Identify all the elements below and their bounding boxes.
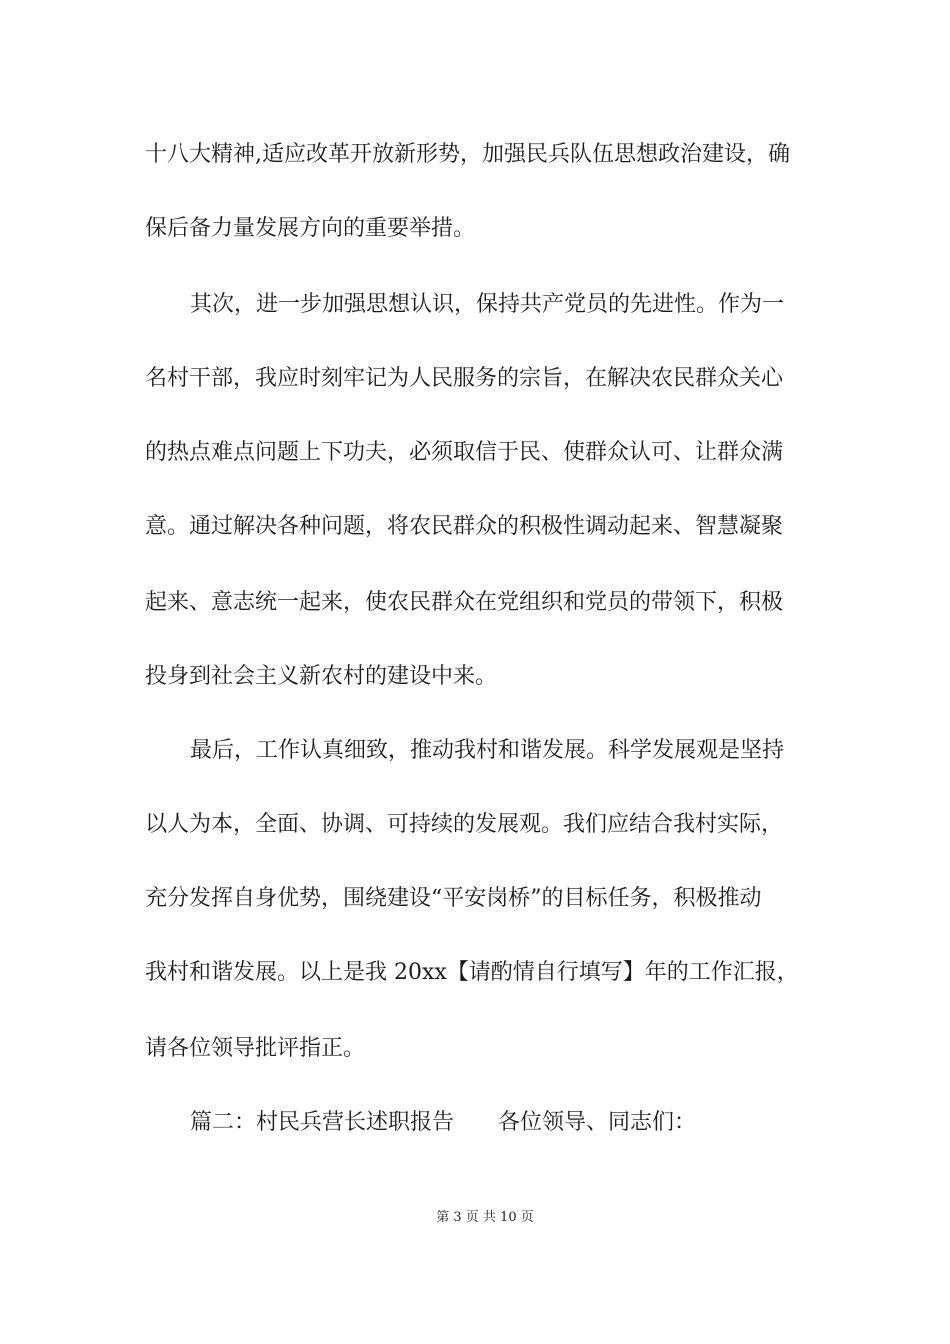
body-text-line: 的热点难点问题上下功夫，必须取信于民、使群众认可、让群众满 <box>145 440 784 465</box>
section-heading-line: 篇二：村民兵营长述职报告 各位领导、同志们： <box>190 1110 697 1135</box>
paragraph-start-line: 最后，工作认真细致，推动我村和谐发展。科学发展观是坚持 <box>190 738 785 763</box>
body-text-line: 以人为本，全面、协调、可持续的发展观。我们应结合我村实际， <box>145 812 784 837</box>
body-text-line: 请各位领导批评指正。 <box>145 1036 366 1061</box>
body-text-line: 意。通过解决各种问题，将农民群众的积极性调动起来、智慧凝聚 <box>145 514 784 539</box>
page-number-footer: 第 3 页 共 10 页 <box>436 1210 534 1225</box>
paragraph-start-line: 其次，进一步加强思想认识，保持共产党员的先进性。作为一 <box>190 292 785 317</box>
body-text-line: 充分发挥自身优势，围绕建设“平安岗桥”的目标任务，积极推动 <box>145 886 762 911</box>
body-text-line: 我村和谐发展。以上是我 20xx【请酌情自行填写】年的工作汇报， <box>145 960 799 985</box>
body-text-line: 起来、意志统一起来，使农民群众在党组织和党员的带领下，积极 <box>145 590 784 615</box>
body-text-line: 投身到社会主义新农村的建设中来。 <box>145 664 498 689</box>
body-text-line: 保后备力量发展方向的重要举措。 <box>145 216 476 241</box>
body-text-line: 名村干部，我应时刻牢记为人民服务的宗旨，在解决农民群众关心 <box>145 366 784 391</box>
body-text-line: 十八大精神,适应改革开放新形势，加强民兵队伍思想政治建设，确 <box>145 142 790 167</box>
